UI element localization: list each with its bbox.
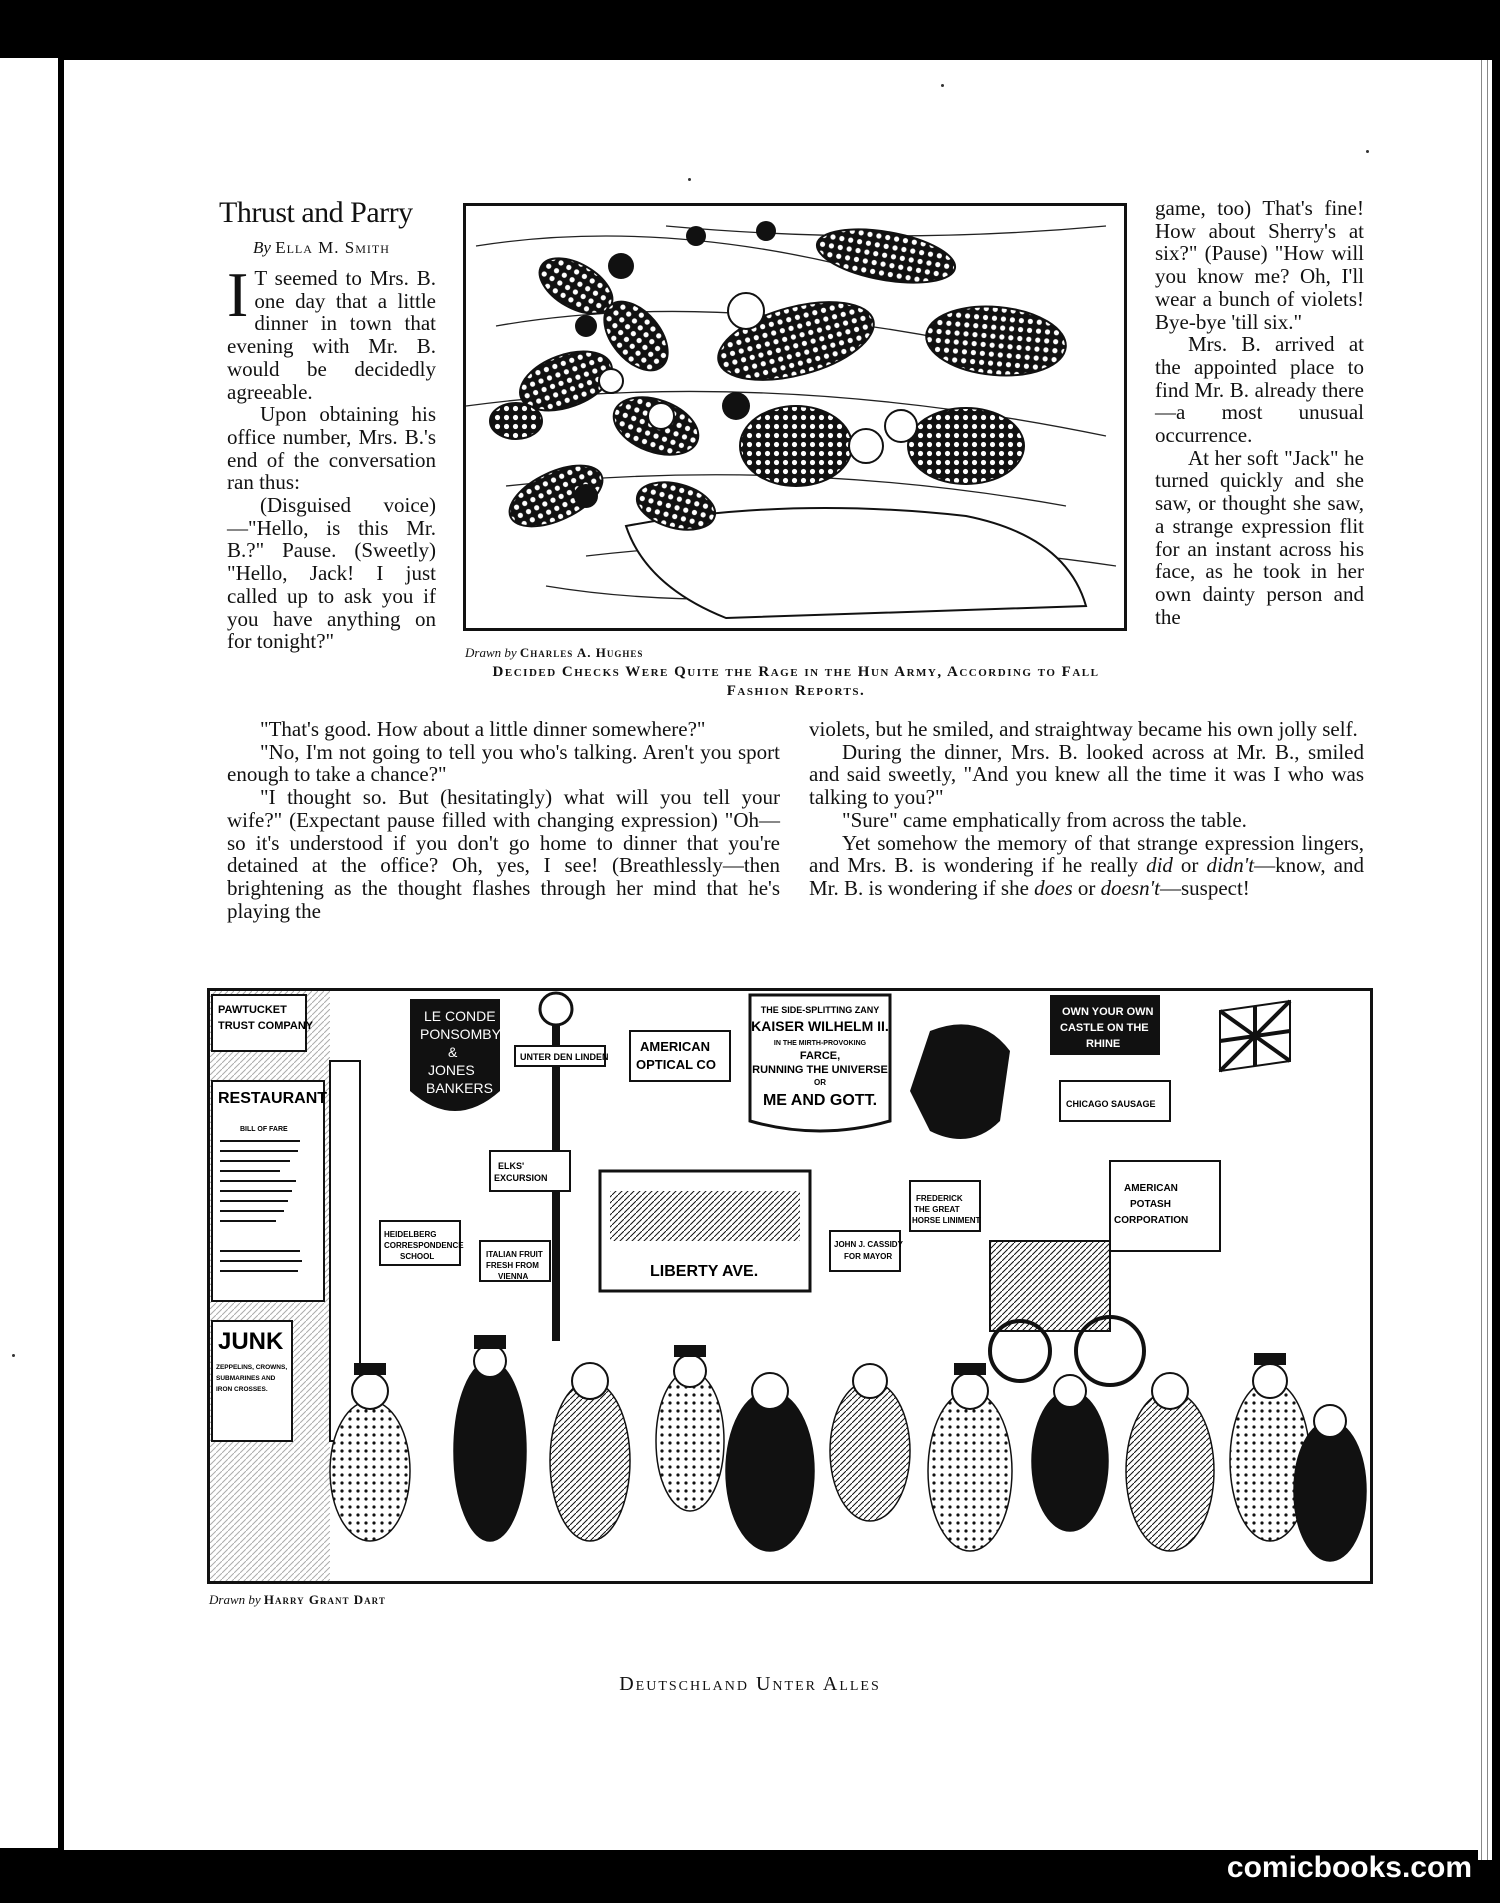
story-title: Thrust and Parry xyxy=(219,196,413,229)
story-column-lower-left xyxy=(227,718,780,922)
sign-cassidy: JOHN J. CASSIDY FOR MAYOR xyxy=(834,1240,903,1261)
credit-prefix: Drawn by xyxy=(465,645,517,660)
sign-elks: ELKS' EXCURSION xyxy=(494,1161,548,1183)
sign-unter-den-linden: UNTER DEN LINDEN xyxy=(520,1052,609,1062)
cartoon1-credit xyxy=(465,645,643,661)
story-column-lower-right xyxy=(809,718,1364,900)
sign-junk-items: ZEPPELINS, CROWNS, SUBMARINES AND IRON CROSSES. xyxy=(216,1364,288,1393)
story-byline xyxy=(253,238,390,258)
paragraph: game, too) That's fine! How about Sherry's at six?" (Pause) "How will you know me? Oh, I'll wear a bunch of violets! Bye-bye 'till six." xyxy=(1155,196,1364,334)
sign-heidelberg: HEIDELBERG CORRESPONDENCE SCHOOL xyxy=(384,1230,464,1261)
paragraph: (Disguised voice) —"Hello, is this Mr. B.?" Pause. (Sweetly) "Hello, Jack! I just called up to ask you if you have anything on for tonight?" xyxy=(227,493,436,654)
poster-line: THE SIDE-SPLITTING ZANY xyxy=(760,1005,880,1015)
text-run: Yet somehow the memory of that strange expression lingers, and Mrs. B. is wondering if he really xyxy=(809,830,1364,878)
paragraph: During the dinner, Mrs. B. looked across at Mr. B., smiled and said sweetly, "And you knew all the time it was I who was talking to you?" xyxy=(809,739,1364,810)
paragraph xyxy=(227,259,436,404)
byline-author: Ella M. Smith xyxy=(275,238,390,257)
emphasis: does xyxy=(1034,875,1073,900)
cartoon2-caption: Deutschland Unter Alles xyxy=(619,1673,881,1695)
poster-line: RUNNING THE UNIVERSE xyxy=(752,1064,888,1076)
emphasis: did xyxy=(1146,853,1173,878)
credit-artist: Harry Grant Dart xyxy=(263,1592,386,1607)
cartoon-drawing xyxy=(210,991,1370,1581)
print-speck xyxy=(1366,150,1369,153)
sign-castle: OWN YOUR OWN CASTLE ON THE RHINE xyxy=(1060,1006,1154,1050)
credit-prefix: Drawn by xyxy=(209,1592,261,1607)
paragraph xyxy=(809,832,1364,900)
print-speck xyxy=(688,178,691,181)
drop-cap: I xyxy=(227,259,249,330)
byline-prefix: By xyxy=(253,238,271,257)
poster-line: FARCE, xyxy=(799,1050,841,1062)
poster-line: OR xyxy=(814,1078,826,1087)
credit-artist: Charles A. Hughes xyxy=(519,645,644,660)
paragraph: At her soft "Jack" he turned quickly and she saw, or thought she saw, a strange expression flit for an instant across his face, as he took in her own dainty person and the xyxy=(1155,445,1364,629)
sign-restaurant: RESTAURANT xyxy=(218,1090,328,1107)
emphasis: didn't xyxy=(1206,853,1255,878)
paragraph: "I thought so. But (hesitatingly) what will you tell your wife?" (Expectant pause filled with changing expression) "Oh—so it's understood if you don't go home to dinner that you're detained at the office? Oh, yes, I see! (Breathlessly—then brightening as the thought flashes through her mind that he's playing the xyxy=(227,785,780,923)
story-column-left xyxy=(227,259,436,654)
cartoon-checked-soldiers xyxy=(463,203,1127,631)
sign-chicago-sausage: CHICAGO SAUSAGE xyxy=(1066,1099,1156,1109)
text-run: or xyxy=(1172,853,1207,878)
emphasis: doesn't xyxy=(1100,875,1160,900)
page-edge-stack xyxy=(1478,60,1492,1860)
text-run: —know, and Mr. B. is wondering if she xyxy=(809,853,1364,900)
paragraph: "That's good. How about a little dinner somewhere?" xyxy=(260,717,706,741)
sign-bill-of-fare: BILL OF FARE xyxy=(240,1126,288,1133)
cartoon-drawing xyxy=(466,206,1124,628)
sign-junk: JUNK xyxy=(218,1328,284,1355)
poster-line: IN THE MIRTH-PROVOKING xyxy=(773,1040,867,1047)
sign-frederick: FREDERICK THE GREAT HORSE LINIMENT xyxy=(912,1194,981,1225)
cartoon2-credit xyxy=(209,1592,386,1608)
sign-liberty-ave: LIBERTY AVE. xyxy=(650,1263,759,1280)
facing-page-edge xyxy=(0,58,58,1848)
cartoon1-caption: Decided Checks Were Quite the Rage in the Hun Army, According to Fall Fashion Reports. xyxy=(492,664,1100,699)
paragraph: Upon obtaining his office number, Mrs. B.'s end of the conversation ran thus: xyxy=(227,402,436,495)
sign-bank: LE CONDE PONSOMBY & JONES BANKERS xyxy=(420,1008,501,1096)
paragraph: violets, but he smiled, and straightway became his own jolly self. xyxy=(809,717,1358,741)
paragraph: Mrs. B. arrived at the appointed place to find Mr. B. already there—a most unusual occurrence. xyxy=(1155,332,1364,448)
watermark: comicbooks.com xyxy=(1226,1851,1472,1884)
paragraph: "No, I'm not going to tell you who's talking. Aren't you sport enough to take a chance?" xyxy=(227,739,780,787)
sign-optical: AMERICAN OPTICAL CO xyxy=(636,1039,716,1072)
paragraph-text: T seemed to Mrs. B. one day that a little dinner in town that evening with Mr. B. would be decidedly agreeable. xyxy=(227,266,436,404)
binding-gutter xyxy=(58,58,62,1848)
sign-italian-fruit: ITALIAN FRUIT FRESH FROM VIENNA xyxy=(486,1250,543,1281)
poster-line: KAISER WILHELM II. xyxy=(751,1018,889,1034)
text-run: or xyxy=(1072,875,1101,900)
story-column-right xyxy=(1155,197,1364,628)
poster-line: ME AND GOTT. xyxy=(762,1092,878,1109)
sign-potash: AMERICAN POTASH CORPORATION xyxy=(1114,1183,1189,1226)
text-run: —suspect! xyxy=(1159,875,1250,900)
print-speck xyxy=(12,1354,15,1357)
print-speck xyxy=(941,84,944,87)
paragraph: "Sure" came emphatically from across the table. xyxy=(842,807,1247,832)
sign-pawtucket: PAWTUCKET TRUST COMPANY xyxy=(218,1004,314,1032)
cartoon-street-scene xyxy=(207,988,1373,1584)
